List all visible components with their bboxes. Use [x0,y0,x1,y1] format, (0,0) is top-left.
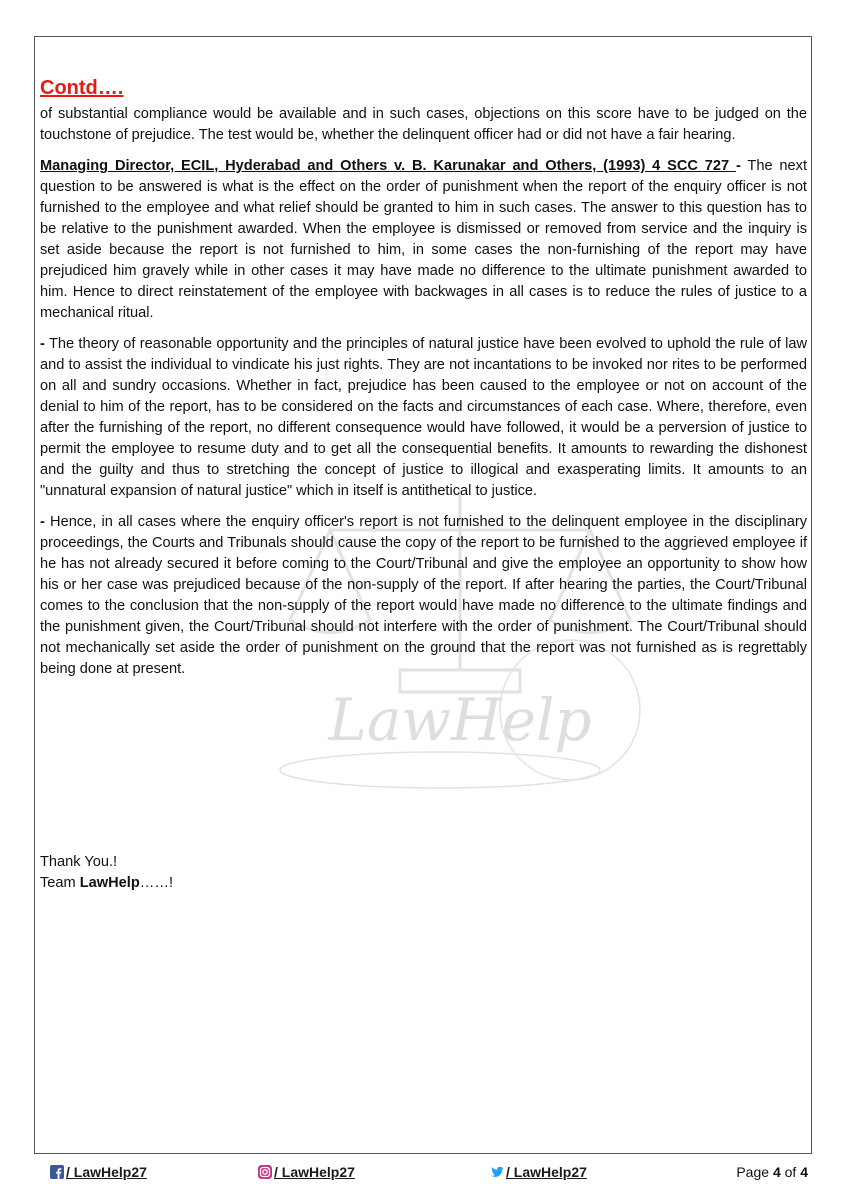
team-brand: LawHelp [79,875,140,891]
paragraph-4 [40,512,807,680]
watermark-text: LawHelp [328,686,592,754]
paragraph-3 [40,334,807,502]
team-suffix: ……! [139,875,174,891]
instagram-icon [258,1165,272,1179]
thank-you-line: Thank You.! [40,854,118,870]
twitter-handle: / LawHelp27 [506,1164,587,1180]
page-prefix: Page [736,1164,773,1180]
page-total: 4 [800,1164,808,1180]
page-current: 4 [772,1164,781,1180]
facebook-handle: / LawHelp27 [66,1164,147,1180]
facebook-icon [50,1165,64,1179]
instagram-link[interactable] [258,1164,355,1180]
paragraph-3-dash: - [40,336,45,352]
paragraph-4-dash: - [40,514,45,530]
team-prefix: Team [40,875,80,891]
page-middle: of [780,1164,801,1180]
paragraph-1-text: of substantial compliance would be available and in such cases, objections on this score have to be judged on the touchstone of prejudice. The test would be, whether the delinquent officer had or did not have a fair hearing. [40,106,807,143]
page-footer [34,1160,812,1186]
paragraph-2-dash: - [735,158,741,174]
team-line [40,873,173,894]
document-body [40,76,807,690]
paragraph-3-text: The theory of reasonable opportunity and the principles of natural justice have been evolved to uphold the rule of law and to assist the individual to vindicate his just rights. They are not incantations to be invoked nor rites to be performed on all and sundry occasions. Whether in fact, prejudice has been caused to the employee or not on account of the denial to him of the report, has to be considered on the facts and circumstances of each case. Where, therefore, even after the furnishing of the report, no different consequence would have followed, it would be a perversion of justice to permit the employee to resume duty and to get all the consequential benefits. It amounts to rewarding the dishonest and the guilty and thus to stretching the concept of justice to illogical and exasperating limits. It amounts to an "unnatural expansion of natural justice" which in itself is antithetical to justice. [40,336,807,499]
page-number [736,1164,808,1180]
continued-heading: Contd…. [40,77,124,99]
paragraph-4-text: Hence, in all cases where the enquiry officer's report is not furnished to the delinquent employee in the disciplinary proceedings, the Courts and Tribunals should cause the copy of the report to be furnished to the aggrieved employee if he has not already secured it before coming to the Court/Tribunal and give the employee an opportunity to show how his or her case was prejudiced because of the non-supply of the report. If after hearing the parties, the Court/Tribunal comes to the conclusion that the non-supply of the report would have made no difference to the ultimate findings and the punishment given, the Court/Tribunal should not interfere with the order of punishment. The Court/Tribunal should not mechanically set aside the order of punishment on the ground that the report was not furnished as is regrettably being done at present. [40,514,807,677]
instagram-handle: / LawHelp27 [274,1164,355,1180]
signoff [40,852,173,894]
case-citation: Managing Director, ECIL, Hyderabad and Others v. B. Karunakar and Others, (1993) 4 SCC 727 [40,158,736,174]
paragraph-2-text: The next question to be answered is what is the effect on the order of punishment when the report of the enquiry officer is not furnished to the employee and what relief should be granted to him in such cases. The answer to this question has to be relative to the punishment awarded. When the employee is dismissed or removed from service and the inquiry is set aside because the report is not furnished to him, in some cases the non-furnishing of the report may have prejudiced him gravely while in other cases it may have made no difference to the ultimate punishment awarded to him. Hence to direct reinstatement of the employee with backwages in all cases is to reduce the rules of justice to a mechanical ritual. [40,158,808,321]
twitter-icon [490,1165,504,1179]
facebook-link[interactable] [50,1164,147,1180]
paragraph-2 [40,156,807,324]
twitter-link[interactable] [490,1164,587,1180]
paragraph-1 [40,104,807,146]
